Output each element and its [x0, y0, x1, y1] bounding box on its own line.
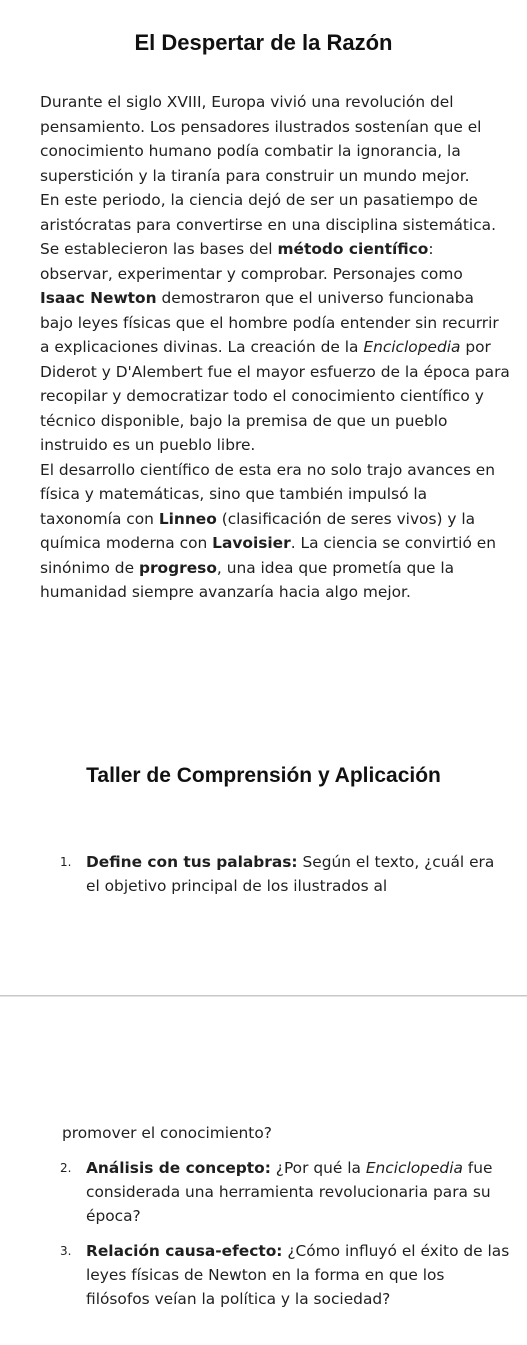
article-body [40, 90, 510, 605]
question-label: Análisis de concepto: [86, 1159, 271, 1177]
bold-linneo: Linneo [158, 509, 217, 528]
paragraph-2: En este periodo, la ciencia dejó de ser un pasatiempo de aristócratas para convertirse en una disciplina sistemática. Se establecieron las bases del método científico: observar, experimentar y comprobar. Personajes como Isaac Newton demostraron que el universo funcionaba bajo leyes físicas que el hombre podía entender sin recurrir a explicaciones divinas. La creación de la Enciclopedia por Diderot y D'Alembert fue el mayor esfuerzo de la época para recopilar y democratizar todo el conocimiento científico y técnico disponible, bajo la premisa de que un pueblo instruido es un pueblo libre. [40, 191, 510, 454]
question-number: 2. [60, 1161, 72, 1175]
workshop-title: Taller de Comprensión y Aplicación [86, 764, 441, 787]
question-2: 2. Análisis de concepto: ¿Por qué la Enciclopedia fue considerada una herramienta revolucionaria para su época? [60, 1156, 510, 1228]
bold-progreso: progreso [138, 558, 217, 577]
bold-metodo-cientifico: método científico [277, 240, 429, 258]
question-3 [60, 1239, 510, 1311]
question-label: Define con tus palabras: [86, 853, 298, 871]
question-number: 3. [60, 1244, 72, 1258]
italic-enciclopedia: Enciclopedia [363, 338, 461, 356]
bold-lavoisier: Lavoisier [212, 534, 291, 552]
page-title: El Despertar de la Razón [134, 30, 393, 55]
page-break-divider [0, 995, 527, 997]
question-number: 1. [60, 855, 72, 869]
question-1-continuation: promover el conocimiento? [62, 1124, 272, 1142]
bold-isaac-newton: Isaac Newton [40, 289, 157, 307]
paragraph-3: El desarrollo científico de esta era no solo trajo avances en física y matemáticas, sino que también impulsó la taxonomía con Linneo (clasificación de seres vivos) y la química moderna con Lavoisier. La ciencia se convirtió en sinónimo de progreso, una idea que prometía que la humanidad siempre avanzaría hacia algo mejor. [40, 460, 496, 601]
italic-enciclopedia: Enciclopedia [365, 1159, 463, 1177]
paragraph-1: Durante el siglo XVIII, Europa vivió una revolución del pensamiento. Los pensadores ilustrados sostenían que el conocimiento humano podía combatir la ignorancia, la superstición y la tiranía para construir un mundo mejor. [40, 93, 482, 185]
question-text: Según el texto, ¿cuál era el objetivo principal de los ilustrados al [86, 853, 495, 895]
question-text: ¿Cómo influyó el éxito de las leyes físicas de Newton en la forma en que los filósofos veían la política y la sociedad? [86, 1242, 510, 1308]
question-1 [60, 850, 510, 898]
question-label: Relación causa-efecto: [86, 1242, 283, 1260]
